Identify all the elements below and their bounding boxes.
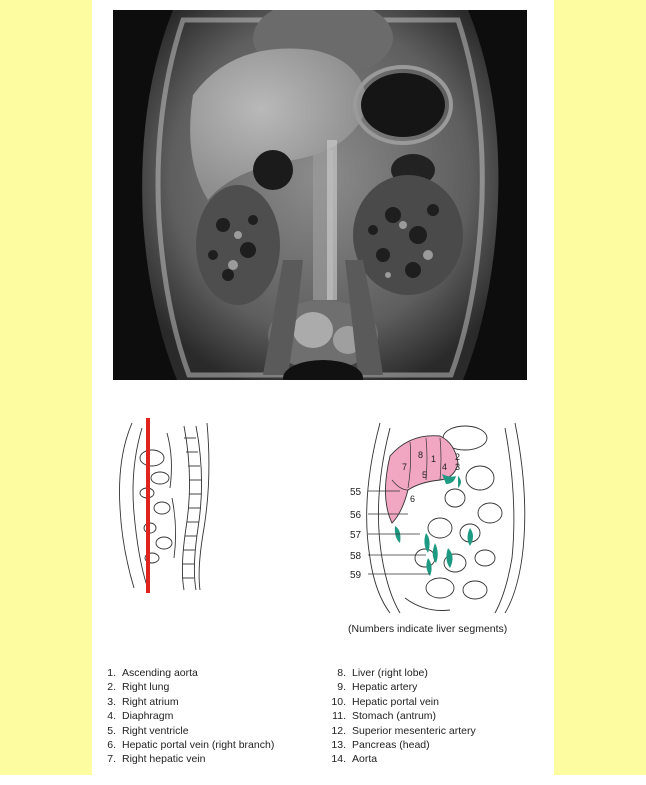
legend-item: 8. Liver (right lobe) (337, 667, 428, 679)
pointer-label-58: 58 (350, 551, 362, 562)
right-margin (554, 0, 646, 775)
segment-label-8: 8 (418, 450, 424, 460)
left-margin (0, 0, 92, 775)
legend-item: 12. Superior mesenteric artery (331, 724, 476, 737)
legend-right-column (328, 666, 476, 767)
segment-label-7: 7 (402, 462, 408, 472)
legend-item: 9. Hepatic artery (337, 681, 418, 694)
segment-label-1: 1 (431, 454, 437, 464)
legend-item: 6. Hepatic portal vein (right branch) (107, 739, 275, 752)
legend-left-column (98, 666, 274, 767)
legend-item: 5. Right ventricle (107, 724, 189, 737)
legend-item: 11. Stomach (antrum) (332, 710, 437, 723)
segment-label-5: 5 (422, 470, 428, 480)
legend-item: 13. Pancreas (head) (331, 739, 430, 752)
legend-item: 10. Hepatic portal vein (331, 695, 439, 708)
pointer-label-59: 59 (350, 570, 362, 581)
segment-label-2: 2 (455, 452, 461, 462)
legend-item: 4. Diaphragm (107, 710, 174, 723)
mri-coronal-image (113, 10, 527, 380)
coronal-labeled-diagram (330, 418, 530, 618)
pointer-label-57: 57 (350, 530, 362, 541)
legend-item: 14. Aorta (331, 753, 378, 766)
segment-label-3: 3 (455, 462, 461, 472)
textbook-page (92, 0, 554, 775)
legend-item: 3. Right atrium (107, 695, 179, 708)
segment-label-6: 6 (410, 494, 416, 504)
pointer-label-55: 55 (350, 487, 362, 498)
legend-item: 7. Right hepatic vein (107, 753, 206, 766)
segment-label-4: 4 (442, 462, 448, 472)
figure-caption: (Numbers indicate liver segments) (348, 623, 508, 635)
pointer-label-56: 56 (350, 510, 362, 521)
legend-item: 1. Ascending aorta (107, 667, 198, 679)
sagittal-orientation-diagram (112, 418, 212, 593)
legend-item: 2. Right lung (107, 681, 170, 694)
